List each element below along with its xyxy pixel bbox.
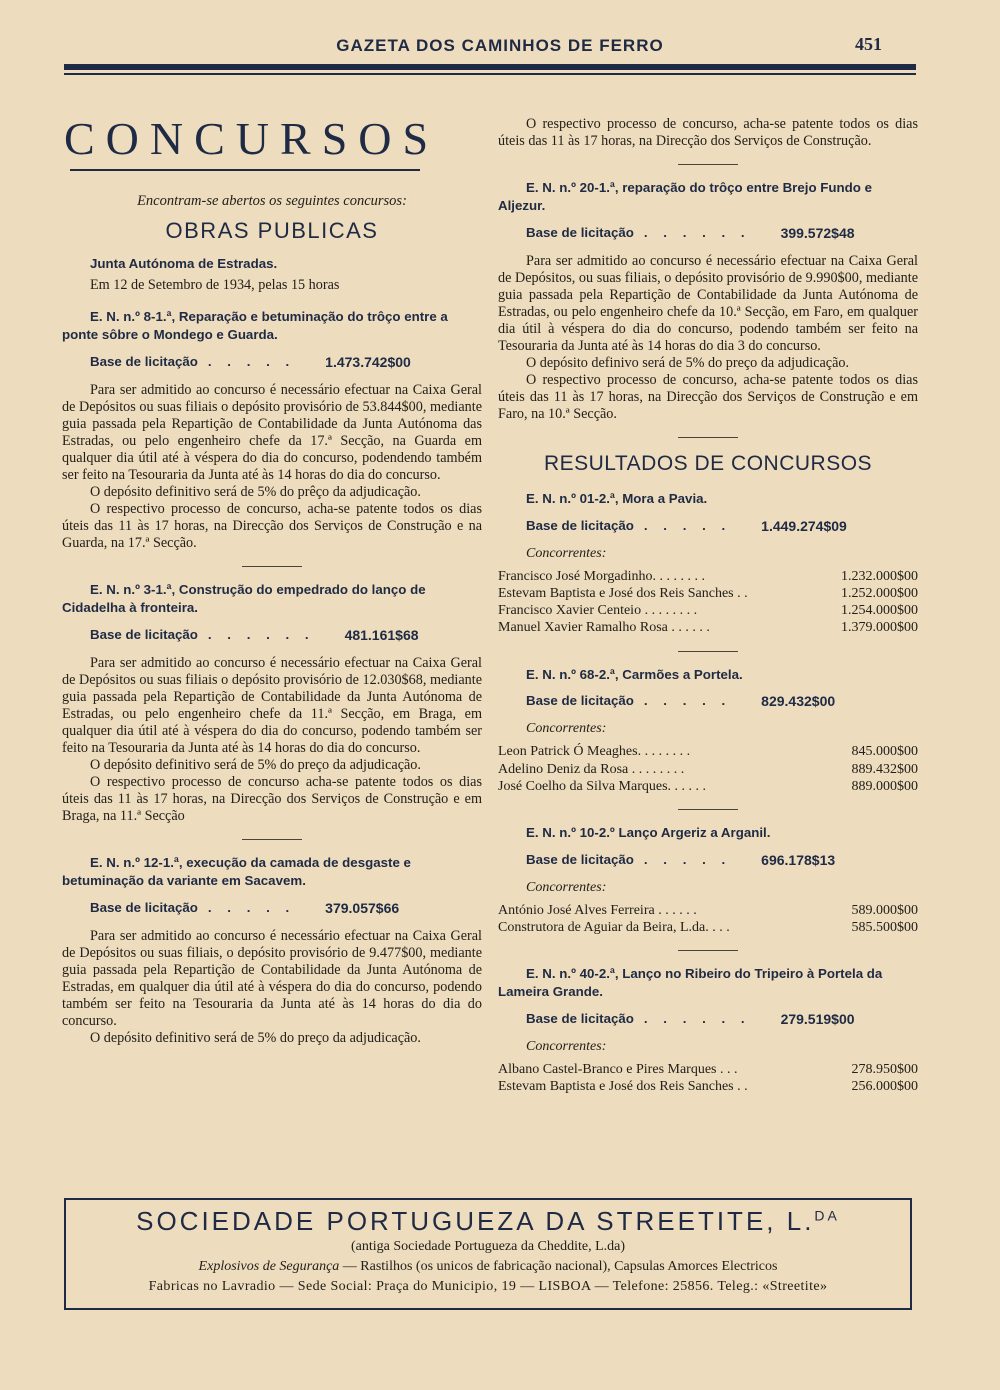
base-value: 399.572$48: [780, 224, 855, 241]
competitor-row: [498, 585, 918, 602]
competitor-value: 1.379.000$00: [841, 620, 918, 636]
competitors-label: Concorrentes:: [526, 721, 607, 737]
header-rule: [64, 64, 916, 70]
competitor-row: [498, 902, 918, 919]
ad-subtitle: (antiga Sociedade Portugueza da Cheddite, L.da): [350, 1239, 626, 1254]
results-title: RESULTADOS DE CONCURSOS: [543, 452, 873, 476]
entity-name: Junta Autónoma de Estradas.: [90, 255, 278, 271]
title-rule: [70, 169, 420, 171]
tender-paragraph: O respectivo processo de concurso, acha-se patente todos os dias úteis das 11 às 17 horas, na Direcção dos Serviços de Construção e em Faro, na 10.ª Secção.: [498, 372, 918, 423]
tender-paragraph: O depósito definitivo será de 5% do preço da adjudicação.: [90, 756, 421, 773]
divider: [678, 164, 738, 165]
tender-heading: E. N. n.º 12-1.ª, execução da camada de desgaste e betuminação da variante em Sacavem.: [62, 855, 411, 888]
tender-base: [90, 354, 482, 370]
result-heading: E. N. n.º 68-2.ª, Carmões a Portela.: [526, 666, 743, 682]
base-value: 696.178$13: [761, 851, 836, 868]
tender-paragraph: Para ser admitido ao concurso é necessário efectuar na Caixa Geral de Depósitos ou suas filiais, o depósito provisório de 9.477$00, mediante guia passada pela Repartição de Contabilidade da Junta Autónoma de Estradas, em qualquer dia útil até à véspera do dia do concurso, podendo também ser feito na Tesouraria da Junta até às 14 horas do dia do concurso.: [62, 927, 482, 1030]
ad-company-name-text: SOCIEDADE PORTUGUEZA DA STREETITE, L.: [136, 1206, 815, 1236]
advertisement-box: [64, 1198, 912, 1310]
result-heading: E. N. n.º 40-2.ª, Lanço no Ribeiro do Tripeiro à Portela da Lameira Grande.: [498, 965, 883, 999]
competitor-row: [498, 1078, 918, 1095]
ad-products: [66, 1259, 910, 1275]
competitor-row: [498, 619, 918, 636]
section-title: OBRAS PUBLICAS: [165, 217, 379, 243]
base-dots: . . . . . .: [207, 626, 315, 642]
competitors-label: Concorrentes:: [526, 546, 607, 562]
competitor-row: [498, 1061, 918, 1078]
competitor-value: 1.232.000$00: [841, 569, 918, 585]
competitor-row: [498, 778, 918, 795]
base-label: Base de licitação: [526, 518, 634, 534]
result-base: [526, 693, 918, 709]
tender-base: [90, 900, 482, 916]
tender-paragraph: O respectivo processo de concurso acha-se patente todos os dias úteis das 11 às 17 horas, na Direcção dos Serviços de Construção e em Braga, na 11.ª Secção: [62, 773, 482, 824]
tender-paragraph: Para ser admitido ao concurso é necessário efectuar na Caixa Geral de Depósitos ou suas filiais o depósito provisório de 12.030$68, mediante guia passada pela Repartição de Contabilidade da Junta Autónoma de Estradas, ou pelo engenheiro chefe da 11.ª Secção, em Braga, em qualquer dia útil até à véspera do dia do concurso, podendo também ser feito na Tesouraria da Junta até às 14 horas do dia do concurso.: [62, 654, 482, 756]
base-value: 1.449.274$09: [761, 518, 847, 535]
tender-base: [526, 225, 918, 241]
base-dots: . . . . .: [643, 518, 732, 534]
competitor-row: [498, 761, 918, 778]
competitor-name: Albano Castel-Branco e Pires Marques . . .: [498, 1061, 738, 1077]
competitor-name: Francisco Xavier Centeio . . . . . . . .: [498, 603, 698, 619]
result-base: [526, 1011, 918, 1027]
header-rule-thin: [64, 73, 916, 75]
page-number: 451: [855, 34, 882, 54]
competitor-value: 1.254.000$00: [841, 603, 918, 619]
base-value: 481.161$68: [344, 626, 419, 643]
base-label: Base de licitação: [526, 1010, 634, 1026]
base-dots: . . . . .: [643, 851, 732, 867]
competitor-name: Leon Patrick Ó Meaghes. . . . . . . .: [498, 744, 691, 760]
base-label: Base de licitação: [90, 899, 198, 915]
base-dots: . . . . . .: [643, 224, 751, 240]
tender-paragraph: Para ser admitido ao concurso é necessário efectuar na Caixa Geral de Depósitos, ou suas filiais, o depósito provisório de 9.990$00, mediante guia passada pela Repartição de Contabilidade da Junta Autónoma de Estradas, ou pelo engenheiro chefe da 10.ª Secção, em Faro, em qualquer dia útil à véspera do dia do concurso, podendo também ser feito na Tesouraria da Junta até às 14 horas do dia 3 do concurso.: [498, 252, 918, 355]
divider: [678, 651, 738, 652]
divider: [242, 839, 302, 840]
base-label: Base de licitação: [526, 224, 634, 240]
competitor-value: 585.500$00: [851, 919, 918, 935]
base-value: 379.057$66: [325, 899, 400, 916]
base-value: 829.432$00: [761, 693, 836, 710]
competitor-name: José Coelho da Silva Marques. . . . . .: [498, 778, 707, 794]
result-base: [526, 518, 918, 534]
tender-heading: E. N. n.º 3-1.ª, Construção do empedrado do lanço de Cidadelha à fronteira.: [62, 581, 426, 615]
competitor-value: 256.000$00: [851, 1078, 918, 1094]
competitor-name: Francisco José Morgadinho. . . . . . . .: [498, 569, 705, 585]
competitor-name: Estevam Baptista e José dos Reis Sanches . .: [498, 1078, 748, 1094]
base-label: Base de licitação: [90, 353, 198, 369]
result-base: [526, 852, 918, 868]
result-heading: E. N. n.º 10-2.º Lanço Argeriz a Arganil.: [526, 824, 771, 840]
tender-heading: E. N. n.º 8-1.ª, Reparação e betuminação do trôço entre a ponte sôbre o Mondego e Guarda.: [62, 308, 448, 342]
tender-paragraph: O respectivo processo de concurso, acha-se patente todos os dias úteis das 11 às 17 horas, na Direcção dos Serviços de Construção e na Guarda, na 17.ª Secção.: [62, 500, 482, 551]
competitors-label: Concorrentes:: [526, 879, 607, 895]
ad-company-name: [66, 1206, 910, 1237]
base-label: Base de licitação: [526, 851, 634, 867]
competitor-value: 889.432$00: [851, 761, 918, 777]
base-label: Base de licitação: [90, 626, 198, 642]
tender-paragraph: O depósito definivo será de 5% do preço da adjudicação.: [526, 355, 850, 372]
competitor-value: 1.252.000$00: [841, 586, 918, 602]
base-label: Base de licitação: [526, 693, 634, 709]
base-dots: . . . . . .: [643, 1010, 751, 1026]
divider: [678, 437, 738, 438]
competitor-name: Adelino Deniz da Rosa . . . . . . . .: [498, 761, 685, 777]
left-column: [62, 110, 482, 1047]
ad-company-name-sup: DA: [814, 1207, 840, 1224]
journal-title: GAZETA DOS CAMINHOS DE FERRO: [336, 36, 664, 55]
ad-products-rest: — Rastilhos (os unicos de fabricação nacional), Capsulas Amorces Electricos: [342, 1259, 778, 1274]
intro-text: Encontram-se abertos os seguintes concursos:: [137, 192, 407, 209]
tender-base: [90, 627, 482, 643]
tender-paragraph: O respectivo processo de concurso, acha-se patente todos os dias úteis das 11 às 17 horas, na Direcção dos Serviços de Construção.: [498, 116, 918, 150]
competitor-value: 278.950$00: [851, 1061, 918, 1077]
base-value: 1.473.742$00: [325, 353, 411, 370]
tender-paragraph: Para ser admitido ao concurso é necessário efectuar na Caixa Geral de Depósitos ou suas filiais o depósito provisório de 53.844$00, mediante guia passada pela Repartição de Contabilidade da Junta Autónoma das Estradas, ou pelo engenheiro chefe da 17.ª Secção, na Guarda em qualquer dia útil até à véspera do dia do concurso, podendendo também ser feito na Tesouraria da Junta até às 14 horas do dia do concurso.: [62, 381, 482, 483]
competitor-row: [498, 743, 918, 760]
tender-paragraph: O depósito definitivo será de 5% do preço da adjudicação.: [90, 1030, 421, 1047]
competitor-name: Estevam Baptista e José dos Reis Sanches . .: [498, 586, 748, 602]
ad-address: Fabricas no Lavradio — Sede Social: Praça do Municipio, 19 — LISBOA — Telefone: 25856. Teleg.: «Streetite»: [148, 1279, 828, 1294]
page-title: CONCURSOS: [64, 113, 440, 164]
tender-heading: E. N. n.º 20-1.ª, reparação do trôço entre Brejo Fundo e Aljezur.: [498, 180, 872, 213]
competitor-name: Construtora de Aguiar da Beira, L.da. . . .: [498, 919, 730, 935]
date-line: Em 12 de Setembro de 1934, pelas 15 horas: [90, 276, 340, 293]
base-dots: . . . . .: [207, 353, 296, 369]
divider: [678, 809, 738, 810]
competitor-value: 589.000$00: [851, 902, 918, 918]
right-column: [498, 116, 918, 1095]
result-heading: E. N. n.º 01-2.ª, Mora a Pavia.: [526, 491, 708, 507]
base-dots: . . . . .: [643, 693, 732, 709]
divider: [678, 950, 738, 951]
competitor-row: [498, 919, 918, 936]
tender-paragraph: O depósito definitivo será de 5% do prêço da adjudicação.: [90, 483, 421, 500]
competitor-name: António José Alves Ferreira . . . . . .: [498, 902, 697, 918]
competitors-label: Concorrentes:: [526, 1038, 607, 1054]
base-dots: . . . . .: [207, 899, 296, 915]
competitor-row: [498, 568, 918, 585]
competitor-value: 889.000$00: [851, 778, 918, 794]
competitor-name: Manuel Xavier Ramalho Rosa . . . . . .: [498, 620, 710, 636]
ad-products-italic: Explosivos de Segurança: [198, 1259, 340, 1274]
competitor-value: 845.000$00: [851, 744, 918, 760]
base-value: 279.519$00: [780, 1010, 855, 1027]
divider: [242, 566, 302, 567]
competitor-row: [498, 602, 918, 619]
